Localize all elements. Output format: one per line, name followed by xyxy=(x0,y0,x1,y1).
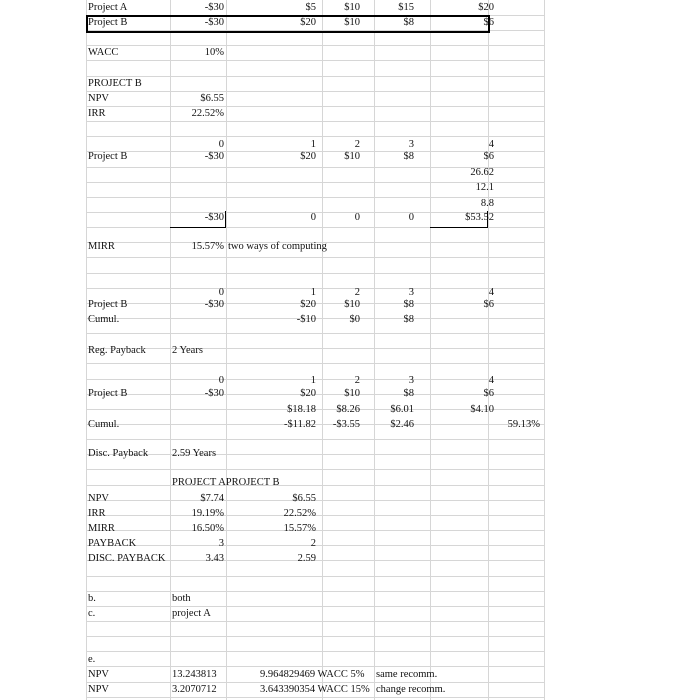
cell[interactable]: 3.643390354 WACC 15% xyxy=(260,684,370,695)
cell[interactable]: Reg. Payback xyxy=(88,345,146,356)
cell[interactable]: 0 xyxy=(408,212,414,223)
cell[interactable]: 1 xyxy=(310,375,316,386)
cell[interactable]: 8.8 xyxy=(480,198,494,209)
row-divider xyxy=(86,485,544,486)
cell[interactable]: 2 Years xyxy=(172,345,203,356)
cell[interactable]: $15 xyxy=(398,2,414,13)
cell[interactable]: project A xyxy=(172,608,211,619)
cell[interactable]: Project A xyxy=(88,2,128,13)
row-divider xyxy=(86,348,544,349)
row-divider xyxy=(86,636,544,637)
row-divider xyxy=(86,363,544,364)
cell[interactable]: 0 xyxy=(310,212,316,223)
cell[interactable]: -$10 xyxy=(296,314,316,325)
row-divider xyxy=(86,333,544,334)
cell[interactable]: $10 xyxy=(344,151,360,162)
cell[interactable]: 0 xyxy=(218,139,224,150)
cell[interactable]: b. xyxy=(88,593,96,604)
cell[interactable]: 15.57% xyxy=(283,523,316,534)
column-divider xyxy=(374,0,375,700)
cell[interactable]: Project B xyxy=(88,151,128,162)
row-divider xyxy=(86,591,544,592)
cell[interactable]: MIRR xyxy=(88,241,115,252)
cell[interactable]: -$3.55 xyxy=(332,419,360,430)
cell[interactable]: -$30 xyxy=(204,299,224,310)
cell[interactable]: PAYBACK xyxy=(88,538,137,549)
cell[interactable]: $8 xyxy=(403,388,414,399)
row-divider xyxy=(86,45,544,46)
row-divider xyxy=(86,121,544,122)
cell[interactable]: $20 xyxy=(300,299,316,310)
cell[interactable]: 1 xyxy=(310,287,316,298)
cell[interactable]: 22.52% xyxy=(283,508,316,519)
cell[interactable]: MIRR xyxy=(88,523,115,534)
cell[interactable]: c. xyxy=(88,608,96,619)
row-divider xyxy=(86,257,544,258)
cell[interactable]: 26.62 xyxy=(470,167,494,178)
cell[interactable]: $8.26 xyxy=(336,404,360,415)
cell[interactable]: 3 xyxy=(408,287,414,298)
cell[interactable]: 3 xyxy=(408,375,414,386)
cell[interactable]: $6 xyxy=(483,299,494,310)
cell[interactable]: Project B xyxy=(88,388,128,399)
row-divider xyxy=(86,106,544,107)
cell[interactable]: $2.46 xyxy=(390,419,414,430)
cell[interactable]: 2.59 xyxy=(297,553,316,564)
cell[interactable]: Project B xyxy=(88,17,128,28)
cell[interactable]: NPV xyxy=(88,684,110,695)
cell[interactable]: $8 xyxy=(403,151,414,162)
row-divider xyxy=(86,76,544,77)
cell[interactable]: 13.243813 xyxy=(172,669,217,680)
cell[interactable]: 4 xyxy=(488,139,494,150)
cell[interactable]: $6 xyxy=(483,151,494,162)
cell[interactable]: $18.18 xyxy=(287,404,316,415)
cell[interactable]: PROJECT APROJECT B xyxy=(172,477,280,488)
cell[interactable]: -$30 xyxy=(204,2,224,13)
cell[interactable]: IRR xyxy=(88,508,106,519)
cell[interactable]: $10 xyxy=(344,17,360,28)
cell[interactable]: $53.52 xyxy=(465,212,494,223)
cell[interactable]: 4 xyxy=(488,375,494,386)
cell[interactable]: $5 xyxy=(305,2,316,13)
cell[interactable]: 2.59 Years xyxy=(172,448,217,459)
pv-cost-underline xyxy=(170,227,226,228)
cell[interactable]: 0 xyxy=(218,375,224,386)
cell[interactable]: DISC. PAYBACK xyxy=(88,553,166,564)
cell[interactable]: 2 xyxy=(354,287,360,298)
cell[interactable]: $6.01 xyxy=(390,404,414,415)
cell[interactable]: 4 xyxy=(488,287,494,298)
cell[interactable]: 59.13% xyxy=(507,419,540,430)
row-divider xyxy=(86,136,544,137)
row-divider xyxy=(86,60,544,61)
cell[interactable]: same recomm. xyxy=(376,669,438,680)
cell[interactable]: NPV xyxy=(88,93,110,104)
cell[interactable]: 22.52% xyxy=(191,108,224,119)
cell[interactable]: change recomm. xyxy=(376,684,446,695)
cell[interactable]: NPV xyxy=(88,669,110,680)
cell[interactable]: $8 xyxy=(403,314,414,325)
cell[interactable]: -$30 xyxy=(204,212,224,223)
column-divider xyxy=(226,0,227,700)
cell[interactable]: PROJECT B xyxy=(88,78,142,89)
cell[interactable]: 0 xyxy=(354,212,360,223)
row-divider xyxy=(86,91,544,92)
cell[interactable]: 15.57% xyxy=(191,241,224,252)
cell[interactable]: WACC xyxy=(88,47,119,58)
cell[interactable]: $6.55 xyxy=(200,93,224,104)
cell[interactable]: $10 xyxy=(344,388,360,399)
cell[interactable]: 9.964829469 WACC 5% xyxy=(260,669,365,680)
row-divider xyxy=(86,621,544,622)
cell[interactable]: IRR xyxy=(88,108,106,119)
cell[interactable]: 2 xyxy=(354,375,360,386)
cell[interactable]: 3.2070712 xyxy=(172,684,217,695)
row-divider xyxy=(86,576,544,577)
cell[interactable]: $6 xyxy=(483,17,494,28)
cell[interactable]: $8 xyxy=(403,17,414,28)
cell[interactable]: NPV xyxy=(88,493,110,504)
row-divider xyxy=(86,697,544,698)
cell[interactable]: 2 xyxy=(310,538,316,549)
row-divider xyxy=(86,651,544,652)
row-divider xyxy=(86,273,544,274)
cell[interactable]: -$30 xyxy=(204,17,224,28)
terminal-value-underline xyxy=(430,227,488,228)
cell[interactable]: $0 xyxy=(349,314,360,325)
cell[interactable]: $10 xyxy=(344,2,360,13)
row-divider xyxy=(86,439,544,440)
cell[interactable]: $6.55 xyxy=(292,493,316,504)
cell[interactable]: both xyxy=(172,593,191,604)
cell[interactable]: $7.74 xyxy=(200,493,224,504)
cell[interactable]: e. xyxy=(88,654,96,665)
cell[interactable]: -$30 xyxy=(204,388,224,399)
cell[interactable]: $8 xyxy=(403,299,414,310)
row-divider xyxy=(86,666,544,667)
cell[interactable]: 19.19% xyxy=(191,508,224,519)
cell[interactable]: $6 xyxy=(483,388,494,399)
cell[interactable]: 0 xyxy=(218,287,224,298)
cell[interactable]: -$30 xyxy=(204,151,224,162)
column-divider xyxy=(488,0,489,700)
cell[interactable]: 3.43 xyxy=(205,553,224,564)
cell[interactable]: -$11.82 xyxy=(284,419,316,430)
column-divider xyxy=(322,0,323,700)
cell[interactable]: Cumul. xyxy=(88,419,120,430)
cell[interactable]: 2 xyxy=(354,139,360,150)
row-divider xyxy=(86,606,544,607)
cell[interactable]: Disc. Payback xyxy=(88,448,149,459)
cell[interactable]: $20 xyxy=(300,388,316,399)
cell[interactable]: $20 xyxy=(300,151,316,162)
column-divider xyxy=(86,0,87,700)
cell[interactable]: $20 xyxy=(300,17,316,28)
row-divider xyxy=(86,454,544,455)
cell[interactable]: 3 xyxy=(408,139,414,150)
cell[interactable]: Project B xyxy=(88,299,128,310)
column-divider xyxy=(544,0,545,700)
cell[interactable]: $4.10 xyxy=(470,404,494,415)
cell[interactable]: 1 xyxy=(310,139,316,150)
column-divider xyxy=(430,0,431,700)
cell[interactable]: 3 xyxy=(218,538,224,549)
row-divider xyxy=(86,469,544,470)
cell[interactable]: $20 xyxy=(478,2,494,13)
cell[interactable]: 12.1 xyxy=(475,182,494,193)
cell[interactable]: Cumul. xyxy=(88,314,120,325)
cell[interactable]: $10 xyxy=(344,299,360,310)
cell[interactable]: two ways of computing xyxy=(228,241,327,252)
cell[interactable]: 10% xyxy=(204,47,224,58)
cell[interactable]: 16.50% xyxy=(191,523,224,534)
pv-cost-border xyxy=(225,211,226,228)
